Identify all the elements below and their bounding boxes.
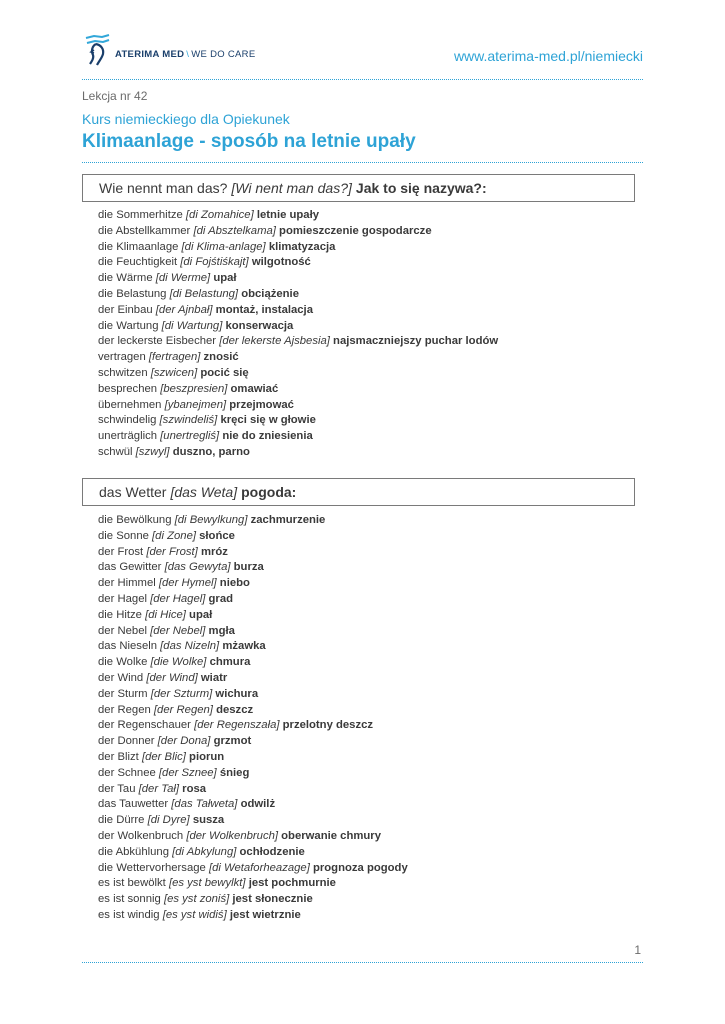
- logo-name: ATERIMA MED: [115, 49, 185, 60]
- term-polish: piorun: [189, 750, 225, 763]
- term-pronunciation: [der Wolkenbruch]: [186, 829, 279, 842]
- list-item: [98, 513, 408, 529]
- term-german: vertragen: [98, 351, 146, 364]
- term-polish: ochłodzenie: [239, 845, 305, 858]
- term-german: die Hitze: [98, 608, 142, 621]
- term-pronunciation: [di Absztelkama]: [193, 224, 276, 237]
- term-polish: słońce: [199, 529, 235, 542]
- term-german: die Wolke: [98, 656, 148, 669]
- term-german: das Tauwetter: [98, 798, 169, 811]
- list-item: [98, 350, 498, 366]
- term-german: die Dürre: [98, 814, 145, 827]
- term-pronunciation: [das Tałweta]: [171, 798, 238, 811]
- list-item: [98, 366, 498, 382]
- term-german: die Belastung: [98, 287, 167, 300]
- term-pronunciation: [der Regenszała]: [194, 719, 280, 732]
- term-german: übernehmen: [98, 398, 162, 411]
- term-polish: obciążenie: [241, 287, 299, 300]
- heading-pronunciation: [Wi nent man das?]: [231, 180, 352, 196]
- list-item: [98, 224, 498, 240]
- list-item: [98, 240, 498, 256]
- term-german: die Wettervorhersage: [98, 861, 206, 874]
- list-item: [98, 703, 408, 719]
- term-polish: upał: [213, 272, 237, 285]
- term-pronunciation: [di Wartung]: [161, 319, 223, 332]
- list-item: [98, 608, 408, 624]
- term-pronunciation: [di Klima-anlage]: [181, 240, 266, 253]
- lesson-number: Lekcja nr 42: [82, 89, 148, 103]
- term-pronunciation: [di Fojśtiśkajt]: [180, 256, 249, 269]
- term-polish: mróz: [200, 545, 228, 558]
- term-pronunciation: [der Tał]: [138, 782, 180, 795]
- term-polish: omawiać: [230, 382, 279, 395]
- list-item: [98, 908, 408, 924]
- term-polish: pocić się: [200, 366, 249, 379]
- term-pronunciation: [di Zone]: [152, 529, 196, 542]
- term-polish: oberwanie chmury: [281, 829, 381, 842]
- list-item: [98, 876, 408, 892]
- term-polish: wiatr: [200, 671, 228, 684]
- term-german: der Schnee: [98, 766, 156, 779]
- term-pronunciation: [szwindeliś]: [159, 414, 218, 427]
- term-pronunciation: [es yst widiś]: [162, 908, 227, 921]
- list-item: [98, 382, 498, 398]
- term-german: unerträglich: [98, 430, 158, 443]
- term-pronunciation: [der Frost]: [146, 545, 198, 558]
- heading-german: Wie nennt man das?: [99, 180, 228, 196]
- section-heading-weather: [82, 478, 635, 506]
- term-pronunciation: [di Zomahice]: [185, 209, 254, 221]
- term-pronunciation: [das Gewyta]: [164, 561, 231, 574]
- term-polish: jest wietrznie: [229, 908, 301, 921]
- term-pronunciation: [es yst zoniś]: [163, 893, 230, 906]
- term-pronunciation: [der Nebel]: [150, 624, 206, 637]
- term-polish: upał: [189, 608, 213, 621]
- list-item: [98, 624, 408, 640]
- term-pronunciation: [di Belastung]: [169, 287, 239, 300]
- term-polish: przejmować: [229, 398, 294, 411]
- term-german: es ist bewölkt: [98, 877, 166, 890]
- term-pronunciation: [szwyl]: [135, 445, 170, 458]
- term-polish: duszno, parno: [172, 445, 250, 458]
- term-german: die Sonne: [98, 529, 149, 542]
- term-polish: odwilż: [240, 798, 276, 811]
- site-url-link[interactable]: www.aterima-med.pl/niemiecki: [453, 48, 643, 64]
- list-item: [98, 766, 408, 782]
- term-german: der Wolkenbruch: [98, 829, 184, 842]
- term-pronunciation: [der Regen]: [153, 703, 213, 716]
- term-german: die Abstellkammer: [98, 224, 191, 237]
- term-pronunciation: [der Sznee]: [158, 766, 217, 779]
- term-pronunciation: [der Blic]: [141, 750, 186, 763]
- term-german: der Donner: [98, 735, 155, 748]
- list-item: [98, 445, 498, 461]
- list-item: [98, 592, 408, 608]
- list-item: [98, 861, 408, 877]
- list-item: [98, 718, 408, 734]
- term-polish: jest pochmurnie: [248, 877, 336, 890]
- heading-pronunciation: [das Weta]: [170, 484, 238, 500]
- term-polish: pomieszczenie gospodarcze: [279, 224, 432, 237]
- list-item: [98, 813, 408, 829]
- logo-face-icon: [82, 34, 112, 66]
- term-pronunciation: [der Ajnbał]: [155, 303, 213, 316]
- term-german: die Wartung: [98, 319, 159, 332]
- term-pronunciation: [der lekerste Ajsbesia]: [219, 335, 330, 348]
- term-german: schwindelig: [98, 414, 157, 427]
- term-german: es ist windig: [98, 908, 160, 921]
- term-pronunciation: [beszpresien]: [160, 382, 228, 395]
- list-item: [98, 687, 408, 703]
- term-pronunciation: [fertragen]: [148, 351, 201, 364]
- term-polish: nie do zniesienia: [222, 430, 313, 443]
- term-german: der Blizt: [98, 750, 139, 763]
- term-pronunciation: [der Szturm]: [150, 687, 213, 700]
- term-pronunciation: [di Dyre]: [147, 814, 190, 827]
- list-item: [98, 845, 408, 861]
- term-german: die Klimaanlage: [98, 240, 179, 253]
- term-german: der Hagel: [98, 592, 147, 605]
- page-number: 1: [634, 943, 641, 957]
- term-german: das Nieseln: [98, 640, 158, 653]
- term-polish: mżawka: [222, 640, 266, 653]
- page-title: Klimaanlage - sposób na letnie upały: [82, 131, 416, 152]
- list-item: [98, 429, 498, 445]
- term-pronunciation: [di Werme]: [155, 272, 211, 285]
- logo: [82, 32, 255, 66]
- term-german: der leckerste Eisbecher: [98, 335, 217, 348]
- term-german: die Bewölkung: [98, 514, 172, 526]
- term-polish: jest słonecznie: [232, 893, 313, 906]
- term-polish: najsmaczniejszy puchar lodów: [333, 335, 499, 348]
- list-item: [98, 255, 498, 271]
- list-item: [98, 413, 498, 429]
- term-polish: rosa: [182, 782, 207, 795]
- list-item: [98, 782, 408, 798]
- term-german: schwül: [98, 445, 133, 458]
- list-item: [98, 892, 408, 908]
- list-item: [98, 829, 408, 845]
- term-german: der Tau: [98, 782, 136, 795]
- term-german: besprechen: [98, 382, 158, 395]
- term-german: der Frost: [98, 545, 144, 558]
- term-german: das Gewitter: [98, 561, 162, 574]
- term-pronunciation: [di Wetaforheazage]: [208, 861, 310, 874]
- term-polish: montaż, instalacja: [215, 303, 313, 316]
- term-polish: śnieg: [219, 766, 250, 779]
- term-pronunciation: [ybanejmen]: [164, 398, 227, 411]
- list-item: [98, 797, 408, 813]
- course-name: Kurs niemieckiego dla Opiekunek: [82, 111, 290, 127]
- term-polish: letnie upały: [256, 209, 320, 221]
- weather-vocabulary-list: [98, 513, 408, 924]
- list-item: [98, 671, 408, 687]
- list-item: [98, 560, 408, 576]
- list-item: [98, 750, 408, 766]
- list-item: [98, 398, 498, 414]
- term-pronunciation: [unertregliś]: [160, 430, 220, 443]
- vocabulary-list: [98, 208, 498, 461]
- term-polish: susza: [192, 814, 225, 827]
- term-pronunciation: [szwicen]: [150, 366, 198, 379]
- list-item: [98, 576, 408, 592]
- term-pronunciation: [die Wolke]: [150, 656, 207, 669]
- term-polish: niebo: [219, 577, 250, 590]
- term-pronunciation: [der Dona]: [157, 735, 211, 748]
- term-pronunciation: [der Wind]: [146, 671, 198, 684]
- logo-separator: \: [186, 49, 190, 60]
- dotted-divider-title: [82, 162, 643, 163]
- term-polish: wichura: [215, 687, 259, 700]
- page-header: [82, 30, 643, 70]
- term-polish: kręci się w głowie: [220, 414, 316, 427]
- term-german: die Abkühlung: [98, 845, 169, 858]
- term-polish: deszcz: [216, 703, 254, 716]
- term-german: die Feuchtigkeit: [98, 256, 178, 269]
- list-item: [98, 287, 498, 303]
- term-polish: grad: [208, 592, 234, 605]
- term-german: es ist sonnig: [98, 893, 161, 906]
- term-polish: znosić: [203, 351, 239, 364]
- list-item: [98, 734, 408, 750]
- term-german: der Regen: [98, 703, 151, 716]
- term-polish: prognoza pogody: [312, 861, 408, 874]
- term-pronunciation: [di Hice]: [145, 608, 186, 621]
- term-german: die Wärme: [98, 272, 153, 285]
- list-item: [98, 529, 408, 545]
- list-item: [98, 271, 498, 287]
- term-polish: wilgotność: [251, 256, 311, 269]
- term-polish: przelotny deszcz: [282, 719, 374, 732]
- term-polish: grzmot: [213, 735, 252, 748]
- term-polish: chmura: [209, 656, 251, 669]
- term-pronunciation: [der Hymel]: [158, 577, 217, 590]
- term-german: der Wind: [98, 671, 144, 684]
- heading-polish: Jak to się nazywa?:: [355, 180, 487, 196]
- term-german: der Regenschauer: [98, 719, 191, 732]
- term-polish: mgła: [208, 624, 235, 637]
- list-item: [98, 545, 408, 561]
- list-item: [98, 639, 408, 655]
- logo-wordmark: [115, 49, 255, 60]
- term-german: der Nebel: [98, 624, 147, 637]
- term-german: die Sommerhitze: [98, 209, 183, 221]
- term-pronunciation: [di Bewylkung]: [174, 514, 248, 526]
- term-pronunciation: [di Abkylung]: [172, 845, 237, 858]
- heading-german: das Wetter: [99, 484, 167, 500]
- term-polish: klimatyzacja: [268, 240, 336, 253]
- term-pronunciation: [das Nizeln]: [160, 640, 220, 653]
- list-item: [98, 208, 498, 224]
- term-german: der Sturm: [98, 687, 148, 700]
- term-polish: burza: [233, 561, 264, 574]
- logo-tagline: WE DO CARE: [191, 49, 256, 60]
- term-polish: zachmurzenie: [250, 514, 326, 526]
- list-item: [98, 319, 498, 335]
- section-heading-vocabulary: [82, 174, 635, 202]
- list-item: [98, 334, 498, 350]
- term-pronunciation: [es yst bewylkt]: [168, 877, 246, 890]
- list-item: [98, 303, 498, 319]
- dotted-divider-top: [82, 79, 643, 80]
- term-pronunciation: [der Hagel]: [150, 592, 206, 605]
- term-german: schwitzen: [98, 366, 148, 379]
- term-german: der Einbau: [98, 303, 153, 316]
- dotted-divider-bottom: [82, 962, 643, 963]
- term-polish: konserwacja: [225, 319, 294, 332]
- list-item: [98, 655, 408, 671]
- heading-polish: pogoda:: [241, 484, 297, 500]
- term-german: der Himmel: [98, 577, 156, 590]
